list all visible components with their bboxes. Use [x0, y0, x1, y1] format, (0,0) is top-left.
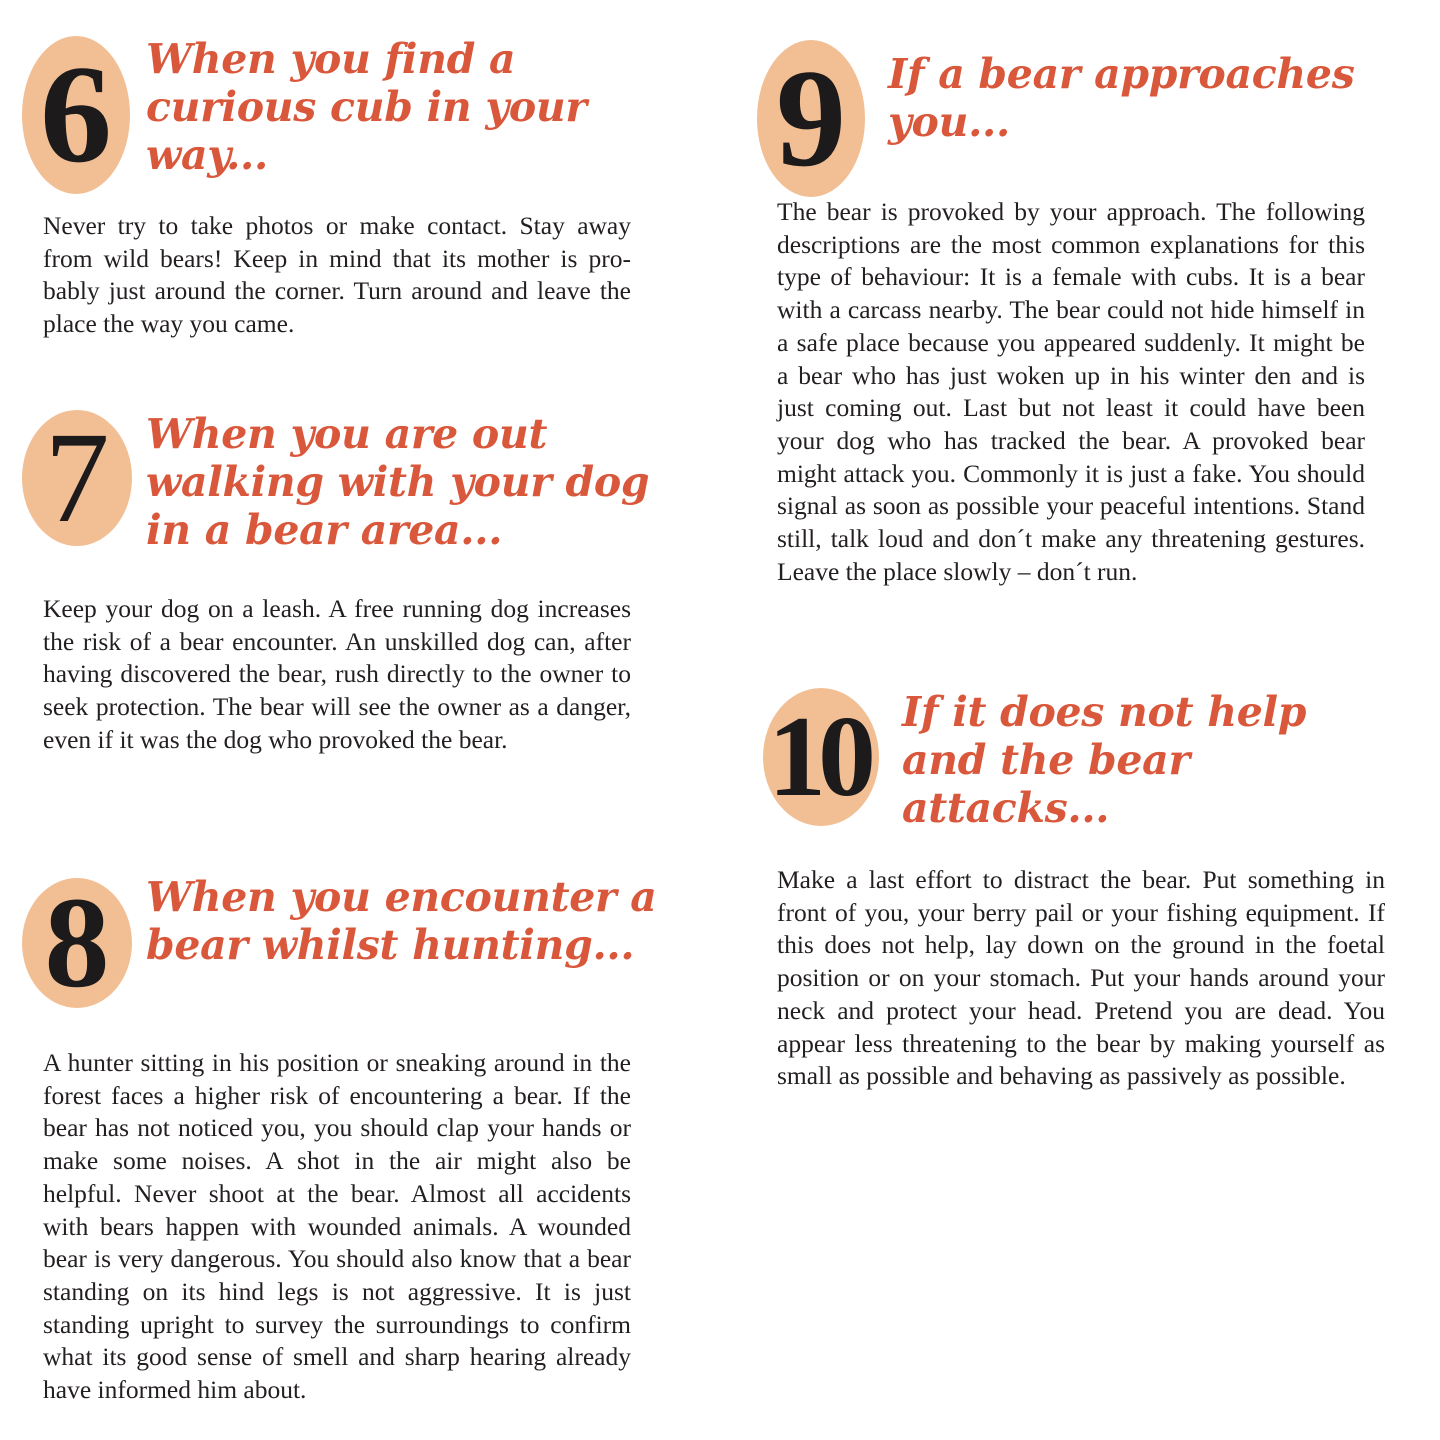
section-body: A hunter sitting in his position or sneaking around in the forest faces a higher risk of encountering a bear. If the bear has not noticed you, you should clap your hands or make some noises. A shot in the air might also be helpful. Never shoot at the bear. Almost all accidents with bears happen with wounded animals. A wounded bear is very dangerous. You should also know that a bear standing on its hind legs is not aggressive. It is just standing upright to survey the surroundings to confirm what its good sense of smell and sharp hearing already have informed him about. — [43, 1048, 631, 1405]
number-badge — [757, 40, 865, 197]
section-heading: If it does not help and the bear attacks... — [902, 688, 1307, 832]
section-body: Keep your dog on a leash. A free running dog increases the risk of a bear encounter. An unskilled dog can, after having discovered the bear, rush directly to the owner to seek protection. The bear will see the owner as a danger, even if it was the dog who provoked the bear. — [43, 594, 631, 754]
section-body: Never try to take photos or make contact. Stay away from wild bears! Keep in mind that its mother is probably just around the corner. Turn around and leave the place the way you came. — [43, 211, 631, 339]
section-number: 10 — [768, 693, 868, 821]
section-number: 6 — [39, 37, 113, 192]
section-heading: If a bear approaches you... — [888, 50, 1355, 146]
number-badge — [763, 688, 879, 826]
section-body: The bear is provoked by your approach. The following descriptions are the most common explanations for this type of behaviour: It is a female with cubs. It is a bear with a carcass nearby. The bear could not hide himself in a safe place because you appeared suddenly. It might be a bear who has just woken up in his winter den and is just coming out. Last but not least it could have been your dog who has tracked the bear. A provoked bear might attack you. Commonly it is just a fake. You should signal as soon as possible your peaceful intentions. Stand still, talk loud and don´t make any threatening gestures. Leave the place slowly – don´t run. — [777, 197, 1365, 586]
number-badge — [22, 871, 132, 1015]
section-number: 8 — [44, 871, 110, 1015]
section-number: 7 — [44, 406, 110, 550]
section-body: Make a last effort to distract the bear. Put something in front of you, your berry pail or your fishing equipment. If this does not help, lay down on the ground in the foetal position or on your stomach. Put your hands around your neck and protect your head. Pretend you are dead. You appear less threatening to the bear by making yourself as small as possible and behaving as passively as possible. — [777, 865, 1385, 1091]
number-badge — [22, 406, 132, 550]
section-heading: When you are out walking with your dog in a bear area... — [146, 410, 650, 554]
section-number: 9 — [776, 40, 846, 196]
section-heading: When you encounter a bear whilst hunting... — [146, 873, 657, 969]
number-badge — [22, 36, 130, 194]
section-heading: When you find a curious cub in your way... — [146, 35, 587, 179]
